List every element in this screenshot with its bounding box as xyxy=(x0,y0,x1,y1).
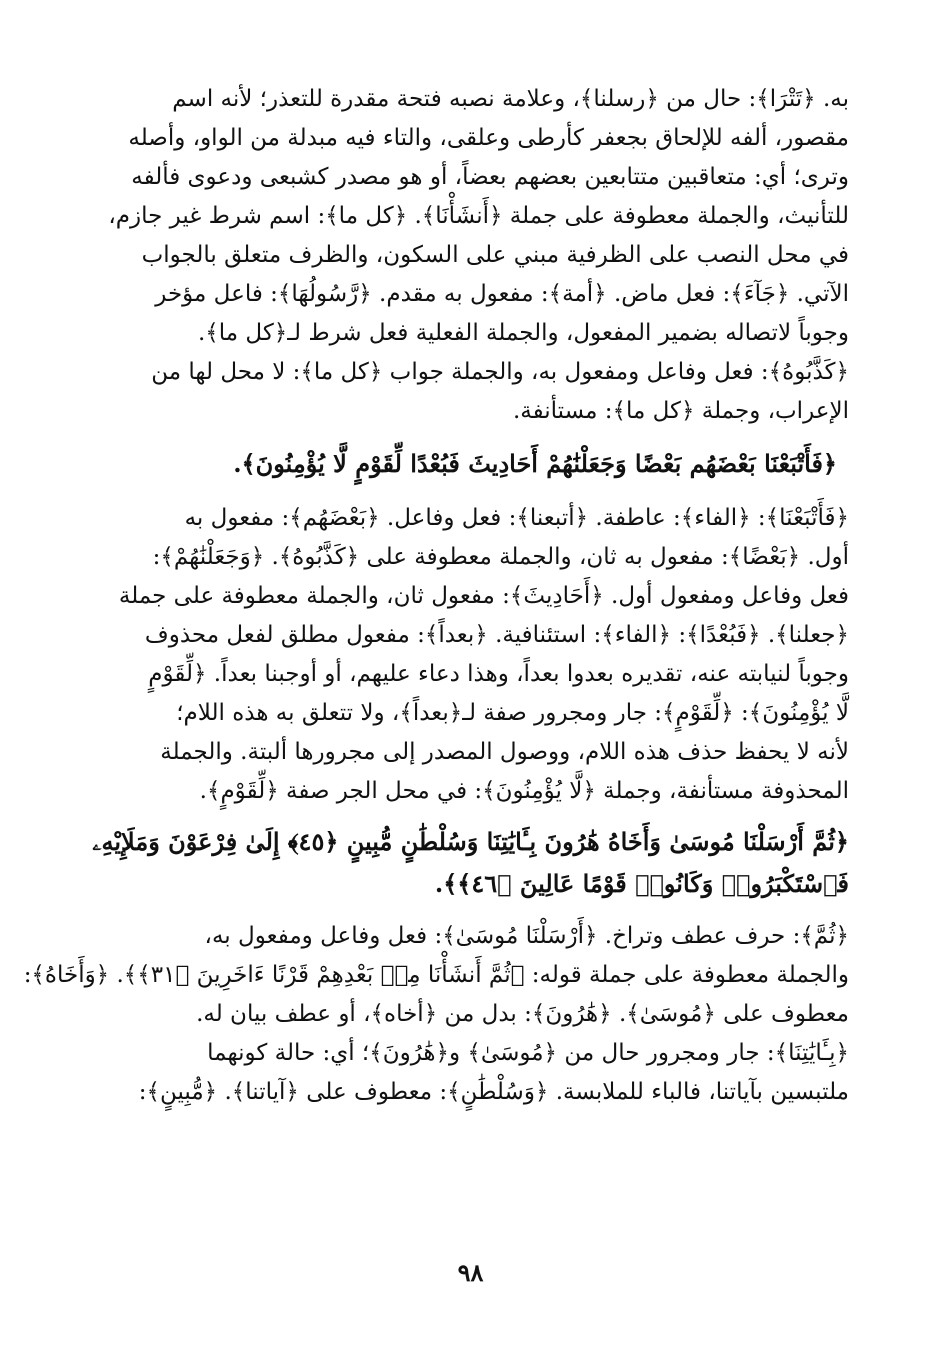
text-line: ﴿فَأَتْبَعْنَا﴾: ﴿الفاء﴾: عاطفة. ﴿أتبعنا﴾: فعل وفاعل. ﴿بَعْضَهُم﴾: مفعول به xyxy=(184,505,849,531)
text-line: ﴿كَذَّبُوهُ﴾: فعل وفاعل ومفعول به، والجملة جواب ﴿كل ما﴾: لا محل لها من xyxy=(151,359,849,385)
text-line: معطوف على ﴿مُوسَىٰ﴾. ﴿هَٰرُونَ﴾: بدل من ﴿أخاه﴾، أو عطف بيان له. xyxy=(196,1001,849,1027)
text-line: للتأنيث، والجملة معطوفة على جملة ﴿أَنشَأْنَا﴾. ﴿كل ما﴾: اسم شرط غير جازم، xyxy=(108,203,849,229)
text-line: به. ﴿تَتْرَا﴾: حال من ﴿رسلنا﴾، وعلامة نصبه فتحة مقدرة للتعذر؛ لأنه اسم xyxy=(172,86,849,112)
text-line: ملتبسين بآياتنا، فالباء للملابسة. ﴿وَسُلْطَٰنٍ﴾: معطوف على ﴿آياتنا﴾. ﴿مُّبِينٍ﴾: xyxy=(138,1079,849,1105)
quran-verse xyxy=(90,443,849,485)
text-line: في محل النصب على الظرفية مبني على السكون، والظرف متعلق بالجواب xyxy=(141,242,849,268)
commentary-paragraph xyxy=(90,499,849,811)
text-line: والجملة معطوفة على جملة قوله: ﴿ثُمَّ أَنشَأْنَا مِنۢ بَعْدِهِمْ قَرْنًا ءَاخَرِينَ ﴿٣١﴾﴾. ﴿وَأَخَاهُ﴾: xyxy=(23,962,849,988)
text-line: ﴿ثُمَّ﴾: حرف عطف وتراخ. ﴿أَرْسَلْنَا مُوسَىٰ﴾: فعل وفاعل ومفعول به، xyxy=(204,923,849,949)
text-line: ﴿جعلنا﴾. ﴿فَبُعْدًا﴾: ﴿الفاء﴾: استئنافية. ﴿بعداً﴾: مفعول مطلق لفعل محذوف xyxy=(144,622,849,648)
text-line: مقصور، ألفه للإلحاق بجعفر كأرطى وعلقى، والتاء فيه مبدلة من الواو، وأصله xyxy=(128,125,849,151)
text-line: أول. ﴿بَعْضًا﴾: مفعول به ثان، والجملة معطوفة على ﴿كَذَّبُوهُ﴾. ﴿وَجَعَلْنَٰهُمْ﴾: xyxy=(152,544,849,570)
text-line: وجوباً لنيابته عنه، تقديره بعدوا بعداً، وهذا دعاء عليهم، أو أوجبنا بعداً. ﴿لِّقَوْمٍ xyxy=(148,661,849,687)
text-line: ﴿بِـَٔايَٰتِنَا﴾: جار ومجرور حال من ﴿مُوسَىٰ﴾ و﴿هَٰرُونَ﴾؛ أي: حالة كونهما xyxy=(207,1040,849,1066)
commentary-paragraph xyxy=(23,917,849,1112)
text-line: المحذوفة مستأنفة، وجملة ﴿لَّا يُؤْمِنُونَ﴾: في محل الجر صفة ﴿لِّقَوْمٍ﴾. xyxy=(199,778,849,804)
verse-line: ﴿ثُمَّ أَرْسَلْنَا مُوسَىٰ وَأَخَاهُ هَٰرُونَ بِـَٔايَٰتِنَا وَسُلْطَٰنٍ مُّبِينٍ ﴿٤٥﴾ إِلَىٰ فِرْعَوْنَ وَمَلَإِيْهِۦ xyxy=(92,827,849,856)
text-line: وجوباً لاتصاله بضمير المفعول، والجملة الفعلية فعل شرط لـ﴿كل ما﴾. xyxy=(198,320,849,346)
text-line: وترى؛ أي: متعاقبين متتابعين بعضهم بعضاً، أو هو مصدر كشبعى ودعوى فألفه xyxy=(131,164,849,190)
text-line: لأنه لا يحفظ حذف هذه اللام، ووصول المصدر إلى مجرورها ألبتة. والجملة xyxy=(160,739,849,765)
text-line: الآتي. ﴿جَآءَ﴾: فعل ماض. ﴿أمة﴾: مفعول به مقدم. ﴿رَّسُولُهَا﴾: فاعل مؤخر xyxy=(155,281,849,307)
text-line: فعل وفاعل ومفعول أول. ﴿أَحَادِيثَ﴾: مفعول ثان، والجملة معطوفة على جملة xyxy=(118,583,849,609)
commentary-paragraph xyxy=(90,80,849,431)
text-line: لَّا يُؤْمِنُونَ﴾: ﴿لِّقَوْمٍ﴾: جار ومجرور صفة لـ﴿بعداً﴾، ولا تتعلق به هذه اللام؛ xyxy=(176,700,849,726)
page-number: ٩٨ xyxy=(457,1258,484,1287)
verse-line: فَٱسْتَكْبَرُوا۟ وَكَانُوا۟ قَوْمًا عَالِينَ ﴿٤٦﴾﴾. xyxy=(434,869,849,898)
verse-line: ﴿فَأَتْبَعْنَا بَعْضَهُم بَعْضًا وَجَعَلْنَٰهُمْ أَحَادِيثَ فَبُعْدًا لِّقَوْمٍ لَّا يُؤْمِنُونَ﴾. xyxy=(233,449,837,478)
text-line: الإعراب، وجملة ﴿كل ما﴾: مستأنفة. xyxy=(512,398,849,424)
quran-verse xyxy=(90,821,849,905)
